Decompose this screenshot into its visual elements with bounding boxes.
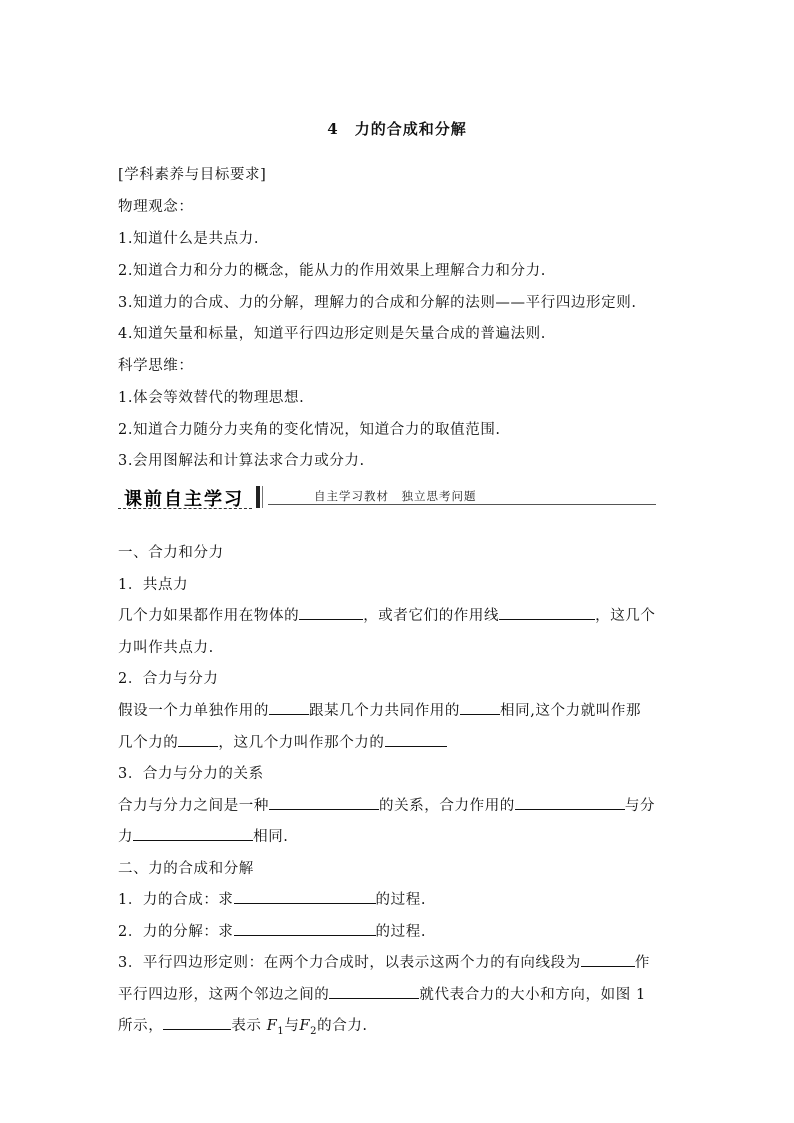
physics-concepts-label: 物理观念：	[118, 199, 194, 215]
goal-item: 3.知道力的合成、力的分解，理解力的合成和分解的法则——平行四边形定则.	[118, 295, 637, 311]
paragraph-line	[118, 794, 655, 815]
goal-item: 2.知道合力随分力夹角的变化情况，知道合力的取值范围.	[118, 422, 501, 438]
page-title: 4 力的合成和分解	[327, 120, 467, 138]
paragraph-line	[118, 604, 656, 625]
paragraph-line	[118, 951, 650, 972]
fill-blank[interactable]	[269, 795, 379, 810]
fill-blank[interactable]	[133, 826, 253, 841]
goal-item: 1.体会等效替代的物理思想.	[118, 390, 305, 406]
fill-blank[interactable]	[385, 732, 447, 747]
paragraph-line	[118, 825, 289, 846]
text: 表示	[231, 1018, 262, 1034]
force-symbol: F	[299, 1018, 311, 1034]
text: 与分	[624, 798, 656, 814]
section2-heading: 二、力的合成和分解	[118, 861, 254, 877]
fill-blank[interactable]	[299, 605, 363, 620]
fill-blank[interactable]	[581, 952, 635, 967]
text: 合力与分力之间是一种	[118, 798, 269, 814]
text: 与	[284, 1018, 300, 1034]
goal-item: 4.知道矢量和标量，知道平行四边形定则是矢量合成的普遍法则.	[118, 326, 546, 342]
goal-item: 3.会用图解法和计算法求合力或分力.	[118, 453, 365, 469]
scientific-thinking-label: 科学思维：	[118, 358, 194, 374]
banner-rule	[268, 504, 656, 505]
text: 的关系，合力作用的	[379, 798, 515, 814]
text: 作	[634, 955, 650, 971]
banner-subtitle: 自主学习教材 独立思考问题	[314, 489, 477, 503]
text: 所示，	[118, 1018, 164, 1034]
fill-blank[interactable]	[515, 795, 625, 810]
section-banner	[118, 484, 656, 510]
fill-blank[interactable]	[499, 605, 595, 620]
force-symbol: F	[266, 1018, 278, 1034]
banner-title: 课前自主学习	[124, 489, 244, 510]
text: 几个力如果都作用在物体的	[118, 608, 300, 624]
fill-blank[interactable]	[460, 700, 500, 715]
text: 相同.	[253, 829, 289, 845]
text: 力	[118, 829, 134, 845]
fill-blank[interactable]	[234, 889, 376, 904]
fill-blank[interactable]	[329, 984, 419, 999]
section1-heading: 一、合力和分力	[118, 545, 224, 561]
goal-item: 1.知道什么是共点力.	[118, 231, 260, 247]
goals-heading: [学科素养与目标要求]	[118, 167, 267, 183]
banner-divider-thin	[262, 486, 263, 508]
subscript: 1	[277, 1025, 285, 1037]
paragraph-line	[118, 983, 646, 1004]
goal-item: 2.知道合力和分力的概念，能从力的作用效果上理解合力和分力.	[118, 263, 546, 279]
paragraph-line	[118, 920, 426, 941]
banner-divider	[256, 486, 260, 508]
paragraph-line	[118, 699, 641, 720]
text: 3．平行四边形定则：在两个力合成时，以表示这两个力的有向线段为	[118, 955, 581, 971]
subscript: 2	[310, 1025, 318, 1037]
text: 1．力的合成：求	[118, 892, 234, 908]
fill-blank[interactable]	[163, 1015, 231, 1030]
text: ，这几个力叫作那个力的	[218, 735, 385, 751]
text: 的过程.	[375, 892, 427, 908]
banner-dashed-underline	[118, 508, 252, 509]
text: 就代表合力的大小和方向，如图 1	[419, 987, 646, 1003]
text: 平行四边形，这两个邻边之间的	[118, 987, 330, 1003]
fill-blank[interactable]	[178, 732, 218, 747]
text: 2．力的分解：求	[118, 924, 234, 940]
fill-blank[interactable]	[234, 921, 376, 936]
text: 的合力.	[317, 1018, 368, 1034]
paragraph-line: 力叫作共点力.	[118, 640, 214, 656]
text: 几个力的	[118, 735, 179, 751]
subsection-title: 2．合力与分力	[118, 671, 219, 687]
text: 假设一个力单独作用的	[118, 703, 269, 719]
subsection-title: 3．合力与分力的关系	[118, 766, 264, 782]
text: ，或者它们的作用线	[363, 608, 500, 624]
text: 的过程.	[375, 924, 427, 940]
text: ，这几个	[595, 608, 656, 624]
paragraph-line	[118, 888, 426, 909]
text: 跟某几个力共同作用的	[309, 703, 460, 719]
fill-blank[interactable]	[269, 700, 309, 715]
subsection-title: 1．共点力	[118, 577, 189, 593]
paragraph-line	[118, 731, 447, 752]
text: 相同,这个力就叫作那	[500, 703, 642, 719]
paragraph-line	[118, 1014, 368, 1037]
